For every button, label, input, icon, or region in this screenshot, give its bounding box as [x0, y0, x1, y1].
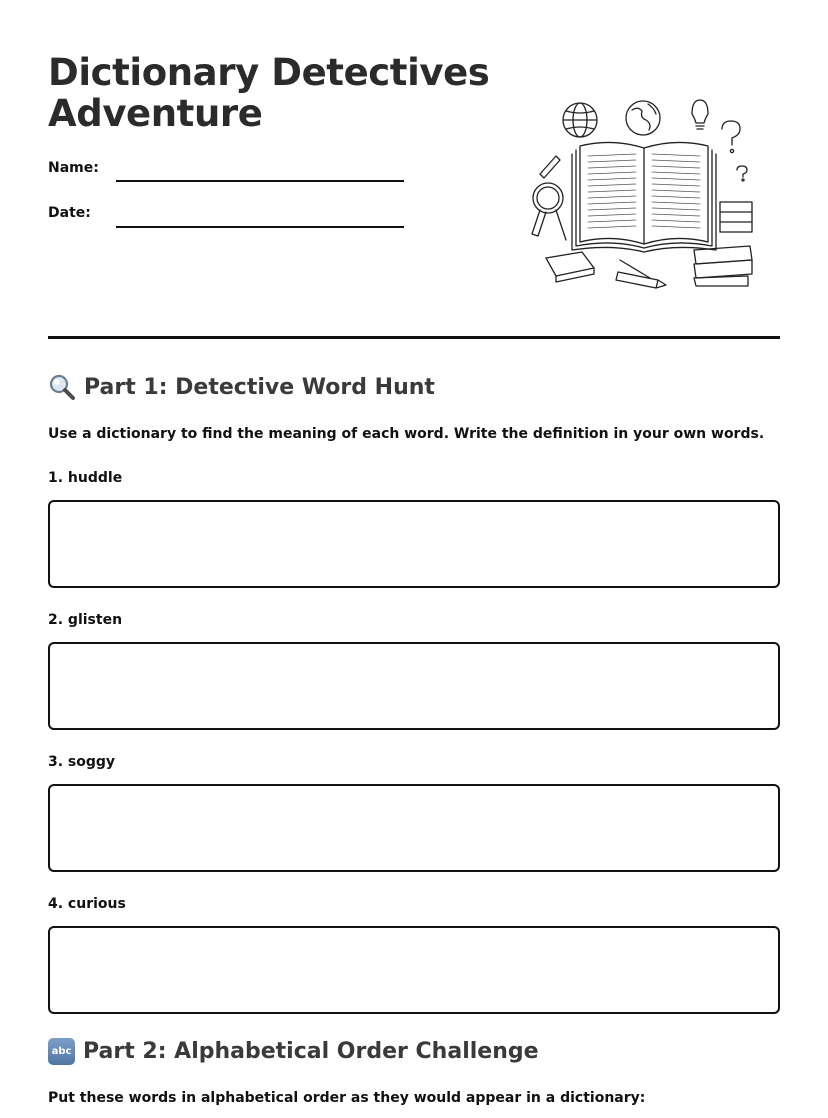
- name-label: Name:: [48, 160, 99, 176]
- part2-instructions: Put these words in alphabetical order as they would appear in a dictionary:: [48, 1090, 646, 1106]
- part1-title-text: Part 1: Detective Word Hunt: [84, 374, 435, 400]
- open-book-icon: [572, 142, 716, 252]
- part1-title: [48, 373, 435, 401]
- question-mark-icon: [722, 121, 747, 181]
- magnifier-icon: [532, 183, 566, 240]
- date-field[interactable]: [116, 226, 404, 228]
- globe-icon: [563, 103, 597, 137]
- word-label-4: 4. curious: [48, 896, 126, 912]
- part1-instructions: Use a dictionary to find the meaning of each word. Write the definition in your own words.: [48, 426, 765, 442]
- closed-book-icon: [546, 252, 594, 282]
- earth-icon: [626, 101, 660, 135]
- title-line-2: Adventure: [48, 92, 263, 135]
- word-label-3: 3. soggy: [48, 754, 116, 770]
- pencil-icon: [616, 260, 666, 288]
- word-label-1: 1. huddle: [48, 470, 123, 486]
- part2-title: [48, 1038, 539, 1065]
- answer-box-1[interactable]: [48, 500, 780, 588]
- worksheet-title: [48, 52, 508, 134]
- abc-icon: abc: [48, 1038, 75, 1065]
- word-label-2: 2. glisten: [48, 612, 123, 628]
- answer-box-3[interactable]: [48, 784, 780, 872]
- pen-icon: [540, 156, 560, 178]
- light-bulb-icon: [692, 100, 708, 129]
- answer-box-2[interactable]: [48, 642, 780, 730]
- magnifying-glass-icon: [48, 373, 76, 401]
- name-field[interactable]: [116, 180, 404, 182]
- answer-box-4[interactable]: [48, 926, 780, 1014]
- date-label: Date:: [48, 205, 91, 221]
- header-divider: [48, 336, 780, 339]
- part2-title-text: Part 2: Alphabetical Order Challenge: [83, 1039, 539, 1064]
- book-illustration: [522, 94, 762, 290]
- title-line-1: Dictionary Detectives: [48, 51, 490, 94]
